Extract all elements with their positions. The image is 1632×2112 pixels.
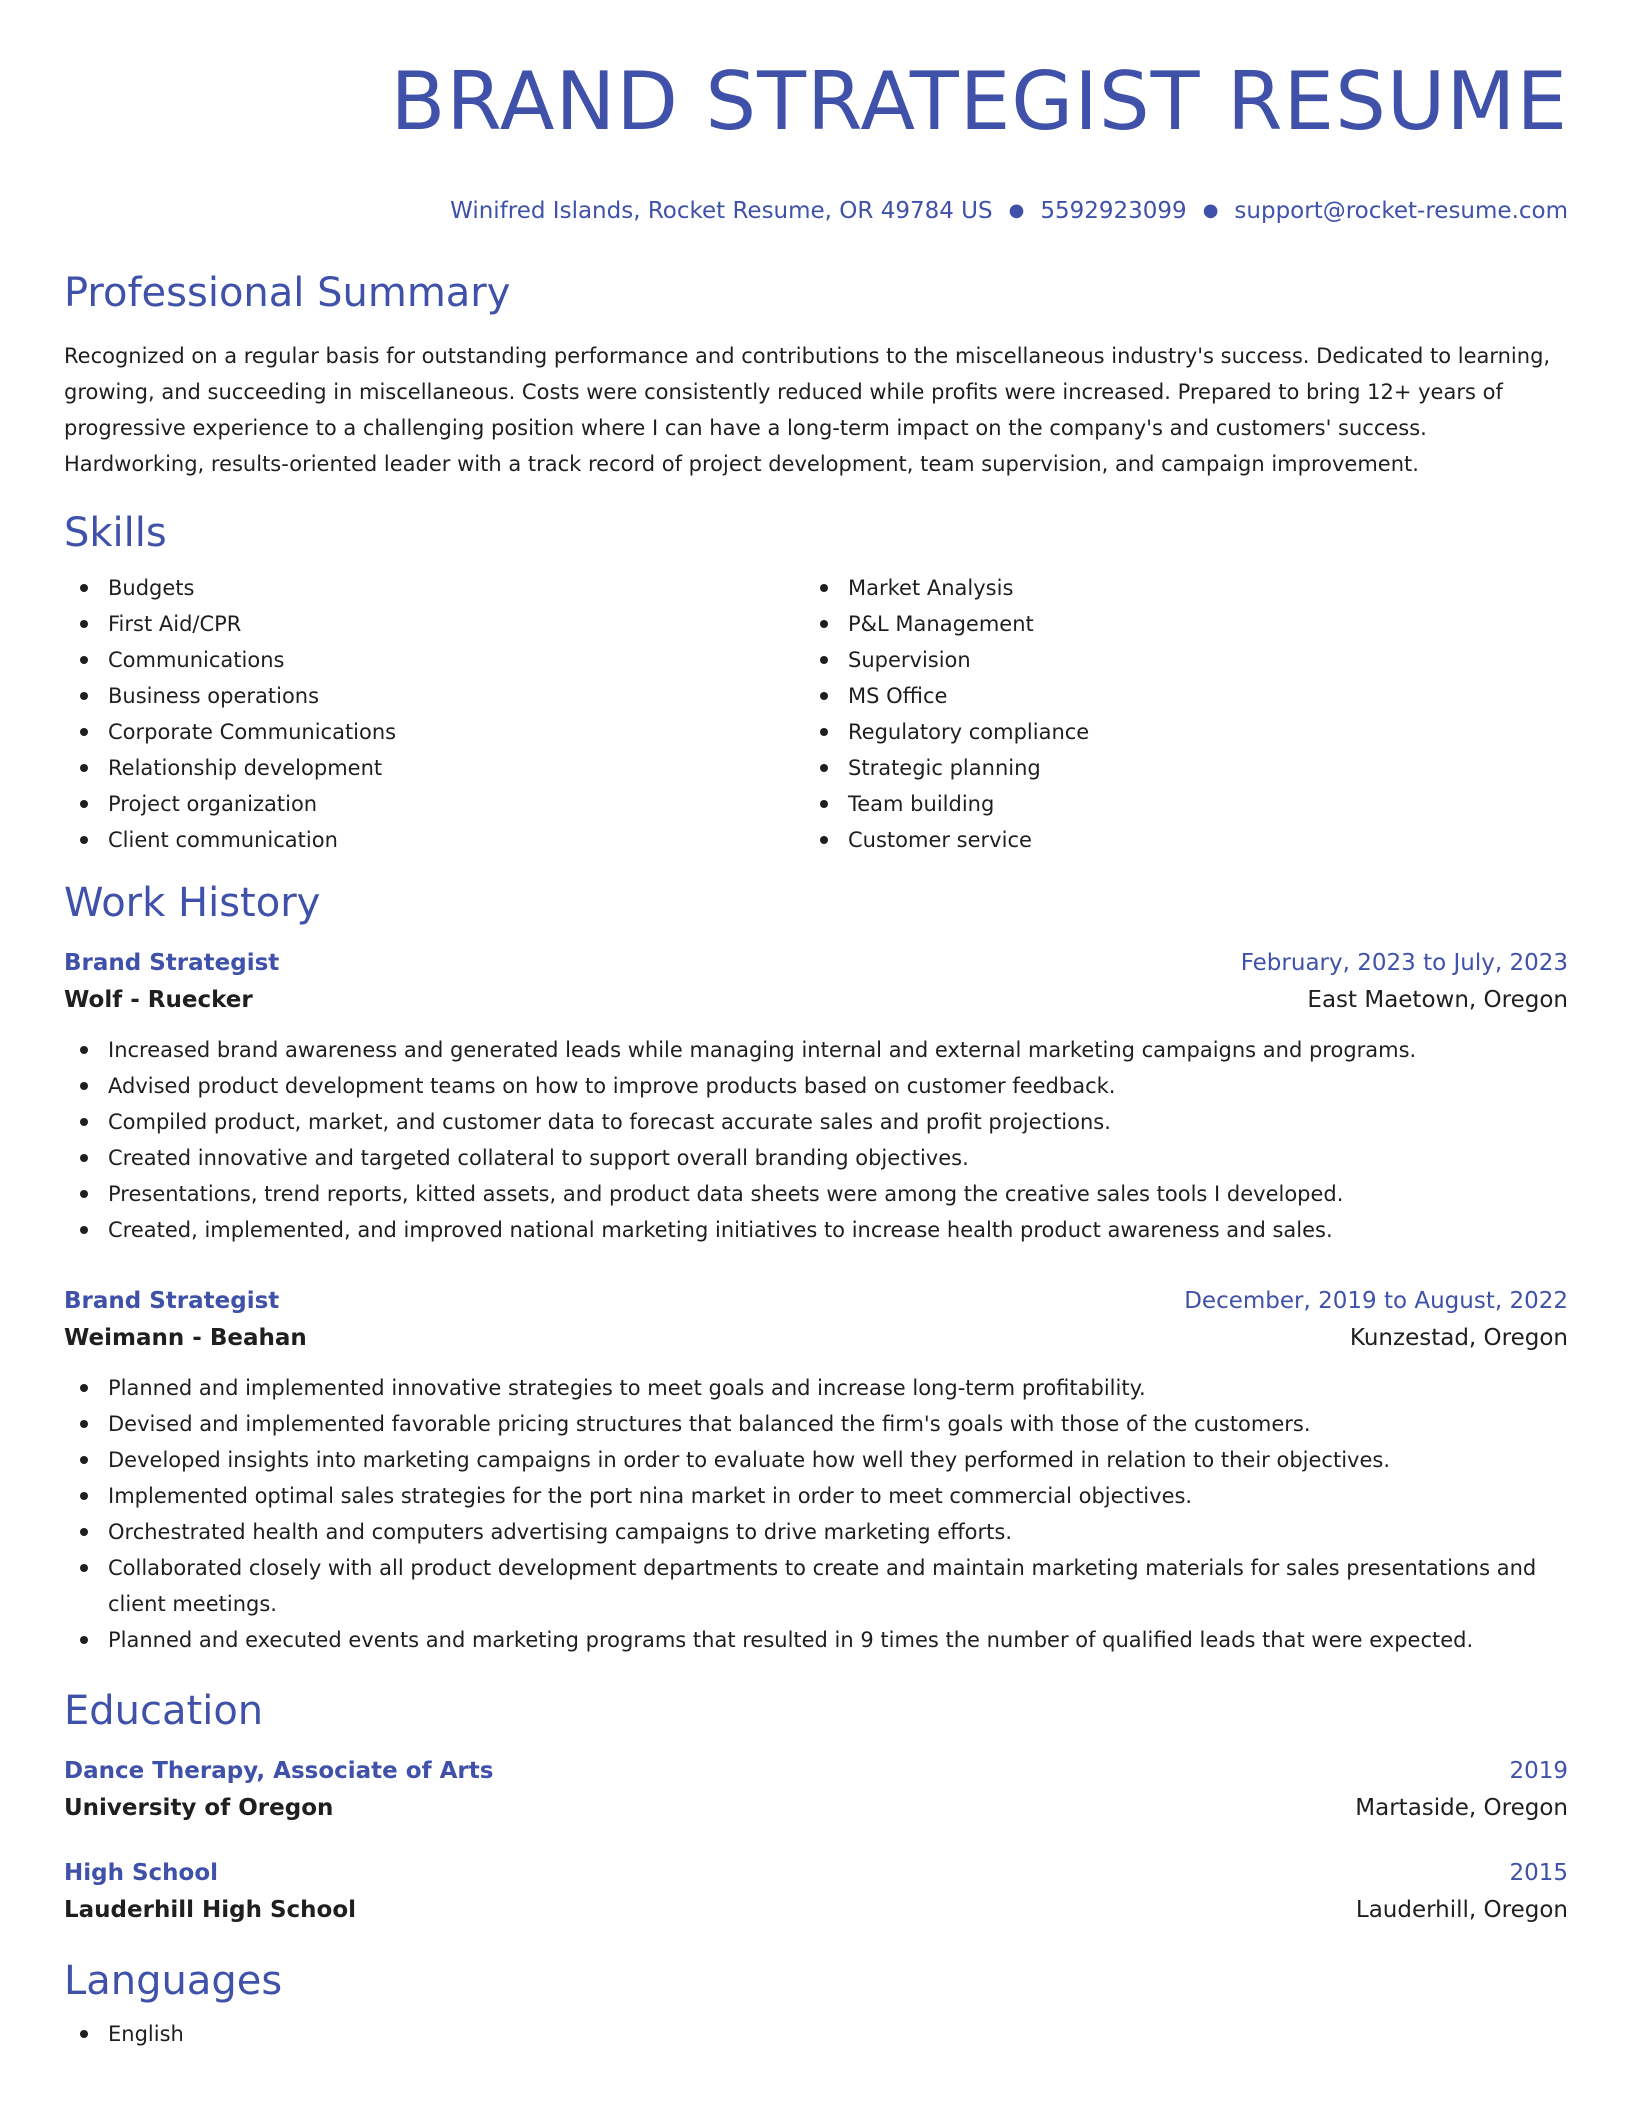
job-company: Wolf - Ruecker bbox=[64, 987, 253, 1013]
bullet-icon bbox=[80, 2030, 88, 2038]
bullet-icon bbox=[820, 728, 828, 736]
skill-label: Client communication bbox=[108, 828, 338, 852]
education-school: University of Oregon bbox=[64, 1795, 334, 1821]
skill-label: Team building bbox=[848, 792, 995, 816]
list-item bbox=[64, 1140, 1568, 1176]
education-degree: Dance Therapy, Associate of Arts bbox=[64, 1758, 494, 1784]
skill-label: Strategic planning bbox=[848, 756, 1041, 780]
bullet-icon bbox=[80, 1190, 88, 1198]
bullet-icon bbox=[80, 1154, 88, 1162]
education-location: Lauderhill, Oregon bbox=[1355, 1897, 1568, 1923]
job-location: East Maetown, Oregon bbox=[1307, 987, 1568, 1013]
bullet-icon bbox=[820, 620, 828, 628]
bullet-icon bbox=[80, 1456, 88, 1464]
list-item bbox=[64, 1514, 1568, 1550]
section-title-languages: Languages bbox=[64, 1958, 283, 2004]
bullet-icon bbox=[80, 1384, 88, 1392]
bullet-icon bbox=[80, 728, 88, 736]
bullet-icon bbox=[80, 1118, 88, 1126]
job-company-row bbox=[64, 1318, 1568, 1358]
contact-address: Winifred Islands, Rocket Resume, OR 49784 US bbox=[450, 198, 993, 224]
job-company: Weimann - Beahan bbox=[64, 1325, 307, 1351]
section-title-work-history: Work History bbox=[64, 880, 321, 926]
skills-grid bbox=[64, 570, 1568, 858]
bullet-icon bbox=[80, 1420, 88, 1428]
skill-item bbox=[804, 822, 1544, 858]
job-bullet-text: Created innovative and targeted collateral to support overall branding objectives. bbox=[108, 1146, 969, 1170]
bullet-icon bbox=[80, 692, 88, 700]
education-school-row bbox=[64, 1890, 1568, 1930]
skills-column-right bbox=[804, 570, 1544, 858]
skill-item bbox=[804, 786, 1544, 822]
skill-label: Supervision bbox=[848, 648, 971, 672]
education-year: 2015 bbox=[1509, 1860, 1568, 1886]
education-entry bbox=[64, 1754, 1568, 1828]
skill-item bbox=[804, 750, 1544, 786]
bullet-icon bbox=[80, 764, 88, 772]
bullet-icon bbox=[80, 1564, 88, 1572]
skill-item bbox=[804, 606, 1544, 642]
job-bullet-text: Implemented optimal sales strategies for the port nina market in order to meet commercial objectives. bbox=[108, 1484, 1193, 1508]
job-bullet-text: Compiled product, market, and customer data to forecast accurate sales and profit projections. bbox=[108, 1110, 1111, 1134]
skill-label: Corporate Communications bbox=[108, 720, 397, 744]
job-bullet-text: Advised product development teams on how to improve products based on customer feedback. bbox=[108, 1074, 1116, 1098]
summary-text: Recognized on a regular basis for outstanding performance and contributions to the miscellaneous industry's success. Dedicated to learning, growing, and succeeding in miscellaneous. Costs were consistently reduced while profits were increased. Prepared to bring 12+ years of progressive experience to a challenging position where I can have a long-term impact on the company's and customers' success. Hardworking, results-oriented leader with a track record of project development, team supervision, and campaign improvement. bbox=[64, 344, 1551, 476]
bullet-icon bbox=[820, 764, 828, 772]
education-year: 2019 bbox=[1509, 1758, 1568, 1784]
list-item bbox=[64, 1406, 1568, 1442]
skill-item bbox=[64, 786, 804, 822]
job-dates: February, 2023 to July, 2023 bbox=[1240, 950, 1568, 976]
job-bullet-text: Orchestrated health and computers advertising campaigns to drive marketing efforts. bbox=[108, 1520, 1013, 1544]
skill-label: First Aid/CPR bbox=[108, 612, 242, 636]
education-section bbox=[64, 1686, 1568, 1930]
list-item bbox=[64, 1032, 1568, 1068]
job-bullets bbox=[64, 1032, 1568, 1248]
bullet-icon bbox=[80, 1528, 88, 1536]
skill-item bbox=[64, 606, 804, 642]
skill-item bbox=[804, 570, 1544, 606]
job-entry bbox=[64, 946, 1568, 1248]
list-item bbox=[64, 1622, 1568, 1658]
job-bullet-text: Planned and executed events and marketing programs that resulted in 9 times the number of qualified leads that were expected. bbox=[108, 1628, 1474, 1652]
job-bullet-text: Devised and implemented favorable pricing structures that balanced the firm's goals with those of the customers. bbox=[108, 1412, 1311, 1436]
languages-list bbox=[64, 2016, 1568, 2052]
bullet-icon bbox=[80, 1046, 88, 1054]
skill-item bbox=[64, 714, 804, 750]
bullet-separator-icon: ● bbox=[1202, 200, 1219, 221]
skill-label: P&L Management bbox=[848, 612, 1034, 636]
bullet-icon bbox=[80, 836, 88, 844]
job-role: Brand Strategist bbox=[64, 1288, 280, 1314]
resume-header bbox=[64, 0, 1568, 226]
contact-line bbox=[64, 196, 1568, 226]
section-title-education: Education bbox=[64, 1688, 264, 1734]
skill-item bbox=[804, 714, 1544, 750]
skills-column-left bbox=[64, 570, 804, 858]
education-header-row bbox=[64, 1754, 1568, 1788]
bullet-icon bbox=[820, 800, 828, 808]
list-item bbox=[64, 1176, 1568, 1212]
bullet-icon bbox=[80, 1492, 88, 1500]
list-item bbox=[64, 1068, 1568, 1104]
bullet-icon bbox=[80, 620, 88, 628]
languages-section bbox=[64, 1956, 1568, 2052]
bullet-icon bbox=[80, 584, 88, 592]
education-entry bbox=[64, 1856, 1568, 1930]
job-bullet-text: Presentations, trend reports, kitted assets, and product data sheets were among the creative sales tools I developed. bbox=[108, 1182, 1344, 1206]
contact-phone: 5592923099 bbox=[1040, 198, 1187, 224]
bullet-icon bbox=[80, 656, 88, 664]
job-bullet-text: Created, implemented, and improved national marketing initiatives to increase health product awareness and sales. bbox=[108, 1218, 1333, 1242]
skill-label: Market Analysis bbox=[848, 576, 1014, 600]
bullet-separator-icon: ● bbox=[1008, 200, 1025, 221]
skill-label: Regulatory compliance bbox=[848, 720, 1090, 744]
list-item bbox=[64, 1478, 1568, 1514]
education-degree: High School bbox=[64, 1860, 219, 1886]
skill-item bbox=[64, 678, 804, 714]
skill-label: Customer service bbox=[848, 828, 1032, 852]
list-item bbox=[64, 1442, 1568, 1478]
job-dates: December, 2019 to August, 2022 bbox=[1184, 1288, 1568, 1314]
bullet-icon bbox=[820, 584, 828, 592]
work-history-section bbox=[64, 878, 1568, 1658]
list-item bbox=[64, 1104, 1568, 1140]
job-bullets bbox=[64, 1370, 1568, 1658]
list-item bbox=[64, 1212, 1568, 1248]
bullet-icon bbox=[80, 1636, 88, 1644]
skill-item bbox=[64, 750, 804, 786]
job-role: Brand Strategist bbox=[64, 950, 280, 976]
section-title-skills: Skills bbox=[64, 510, 167, 556]
skill-item bbox=[64, 570, 804, 606]
summary-section bbox=[64, 268, 1568, 482]
job-entry bbox=[64, 1284, 1568, 1658]
job-header-row bbox=[64, 946, 1568, 980]
skill-item bbox=[804, 642, 1544, 678]
bullet-icon bbox=[820, 692, 828, 700]
education-location: Martaside, Oregon bbox=[1355, 1795, 1568, 1821]
skill-label: Business operations bbox=[108, 684, 320, 708]
job-company-row bbox=[64, 980, 1568, 1020]
language-label: English bbox=[108, 2022, 184, 2046]
education-school: Lauderhill High School bbox=[64, 1897, 357, 1923]
bullet-icon bbox=[820, 836, 828, 844]
job-bullet-text: Planned and implemented innovative strategies to meet goals and increase long-term profitability. bbox=[108, 1376, 1146, 1400]
education-school-row bbox=[64, 1788, 1568, 1828]
skill-label: Relationship development bbox=[108, 756, 383, 780]
resume-title: BRAND STRATEGIST RESUME bbox=[390, 55, 1568, 148]
bullet-icon bbox=[80, 1082, 88, 1090]
skill-label: Budgets bbox=[108, 576, 195, 600]
bullet-icon bbox=[80, 800, 88, 808]
skill-item bbox=[804, 678, 1544, 714]
job-location: Kunzestad, Oregon bbox=[1349, 1325, 1568, 1351]
job-bullet-text: Collaborated closely with all product development departments to create and maintain marketing materials for sales presentations and client meetings. bbox=[108, 1556, 1537, 1616]
list-item bbox=[64, 1550, 1568, 1622]
job-bullet-text: Increased brand awareness and generated leads while managing internal and external marketing campaigns and programs. bbox=[108, 1038, 1417, 1062]
skill-label: Project organization bbox=[108, 792, 318, 816]
education-header-row bbox=[64, 1856, 1568, 1890]
list-item bbox=[64, 2016, 1568, 2052]
contact-email: support@rocket-resume.com bbox=[1234, 198, 1568, 224]
section-title-summary: Professional Summary bbox=[64, 270, 511, 316]
skill-item bbox=[64, 642, 804, 678]
skill-label: Communications bbox=[108, 648, 285, 672]
skill-item bbox=[64, 822, 804, 858]
bullet-icon bbox=[80, 1226, 88, 1234]
job-bullet-text: Developed insights into marketing campaigns in order to evaluate how well they performed in relation to their objectives. bbox=[108, 1448, 1391, 1472]
job-header-row bbox=[64, 1284, 1568, 1318]
skill-label: MS Office bbox=[848, 684, 948, 708]
bullet-icon bbox=[820, 656, 828, 664]
skills-section bbox=[64, 508, 1568, 858]
list-item bbox=[64, 1370, 1568, 1406]
